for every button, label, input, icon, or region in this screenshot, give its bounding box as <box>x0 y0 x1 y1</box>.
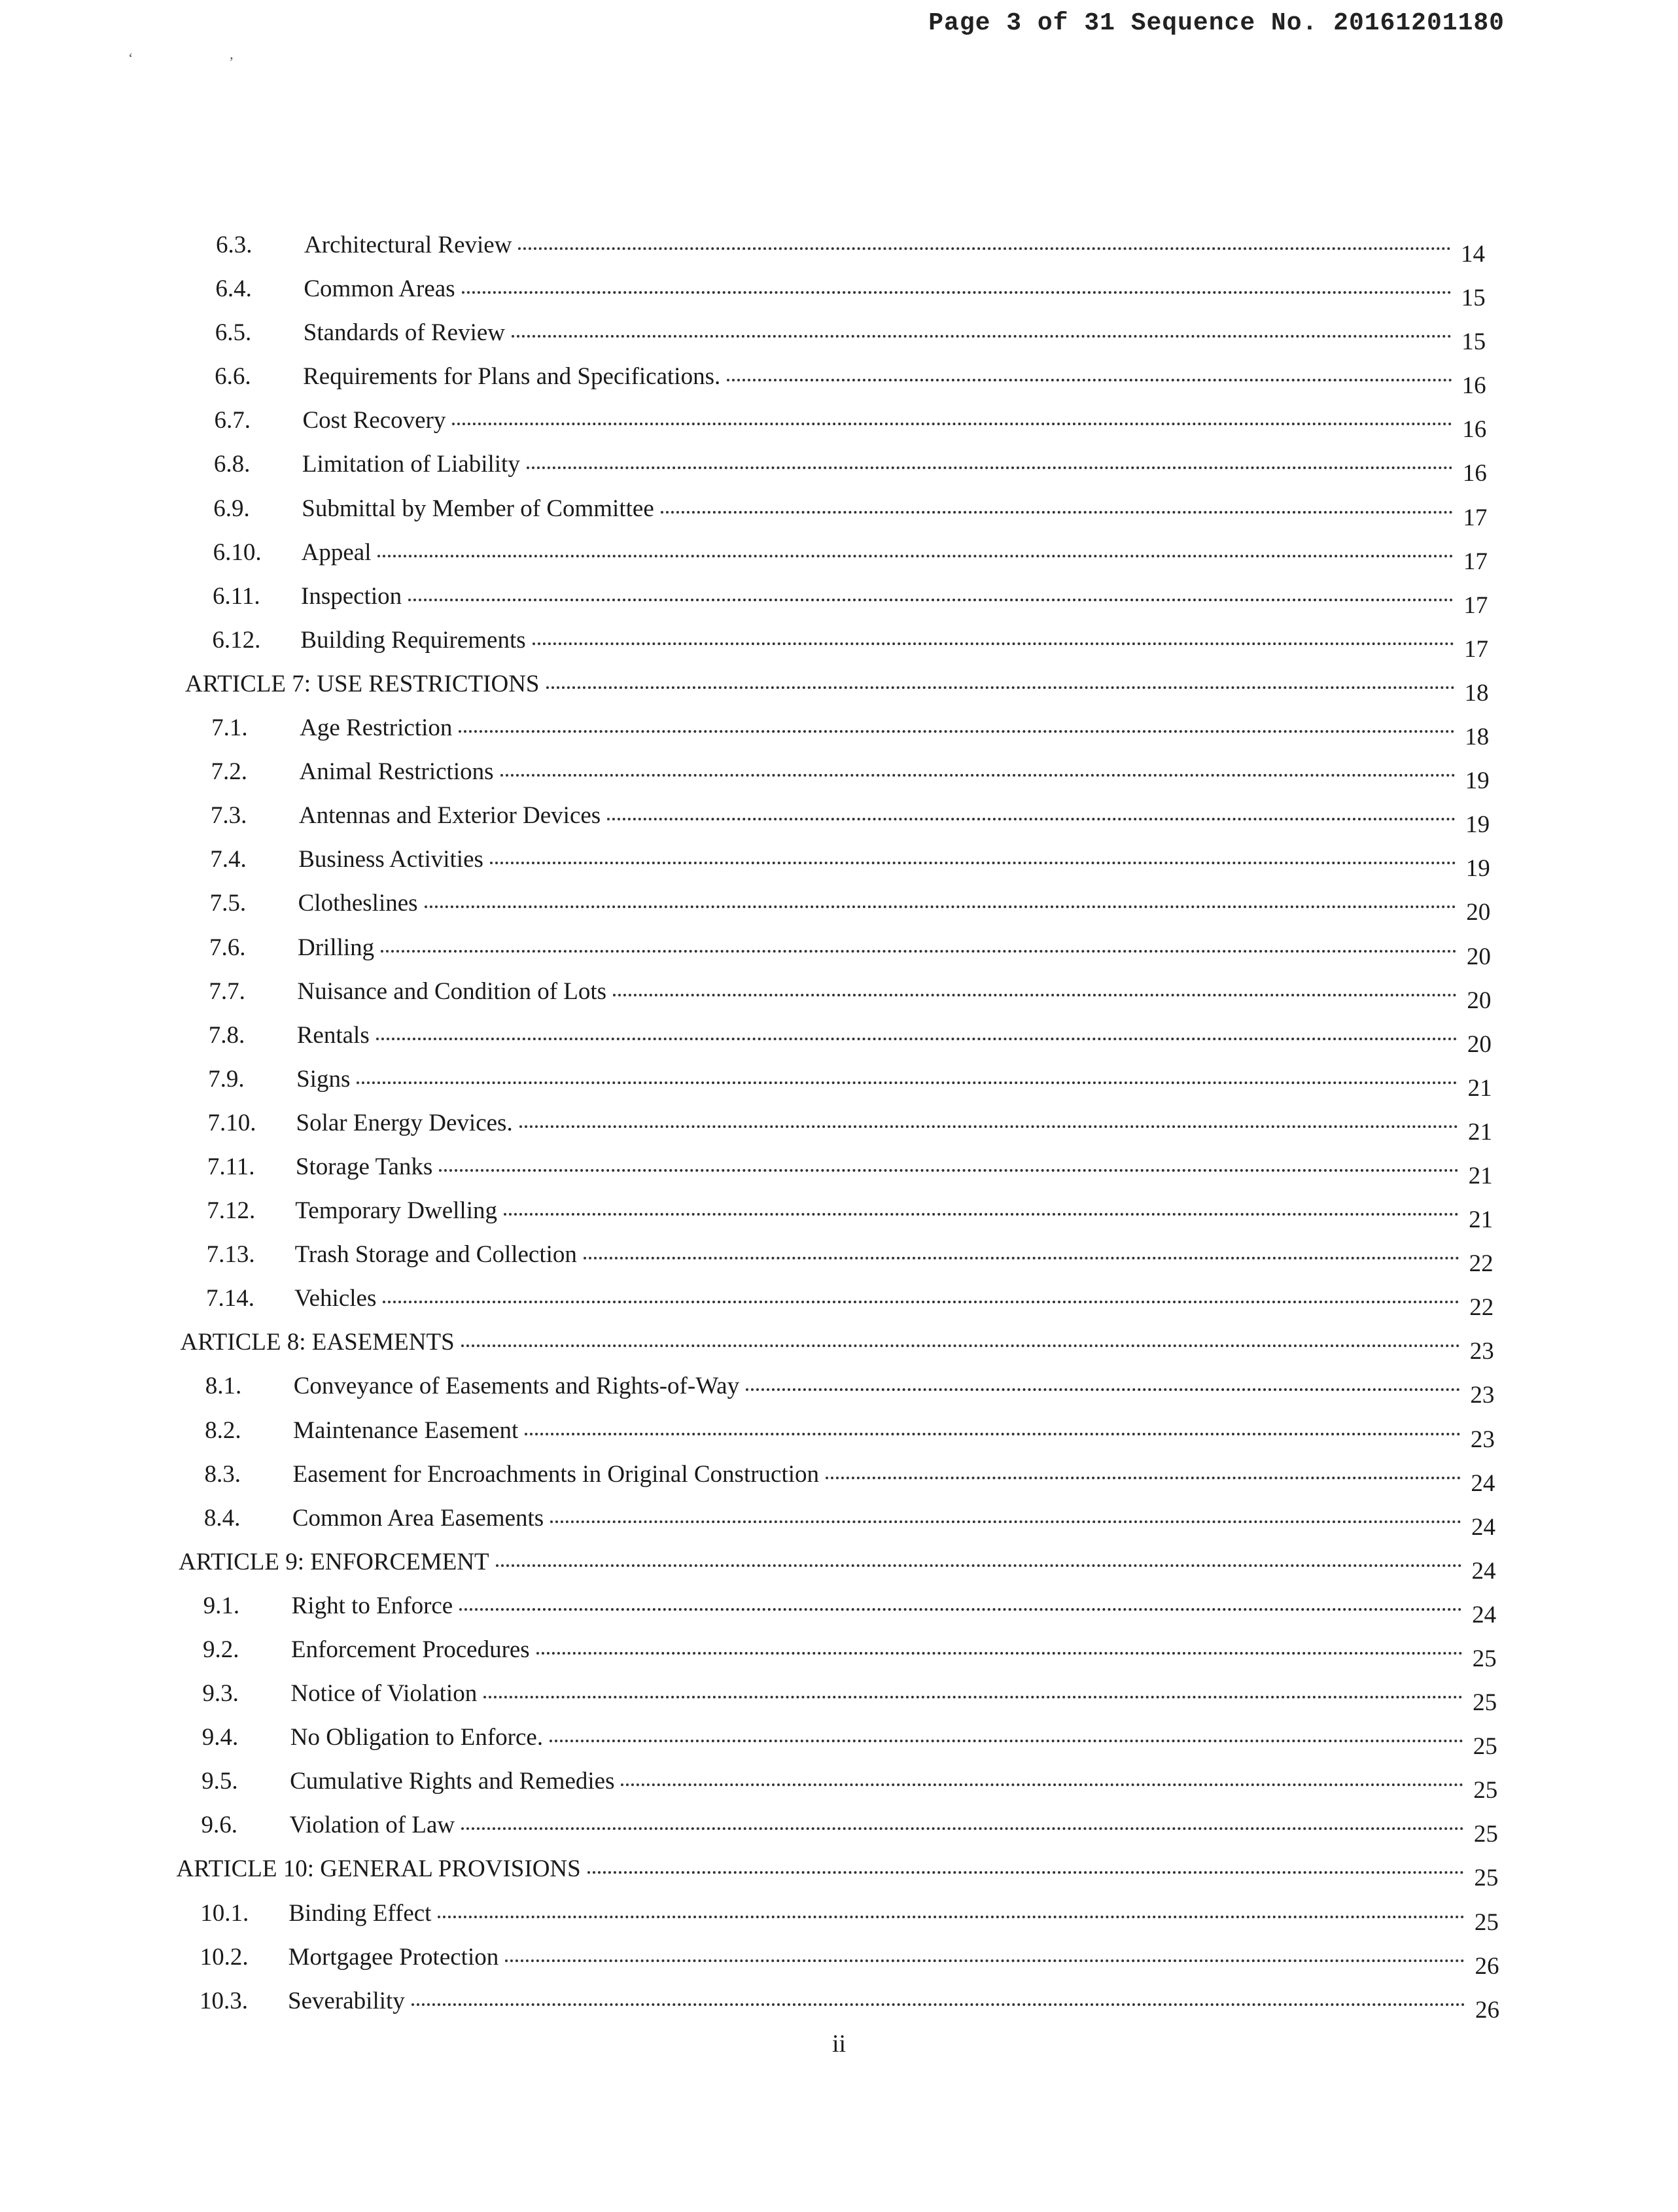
toc-page-number: 24 <box>1471 1469 1495 1497</box>
toc-section-number: 7.9. <box>208 1065 245 1093</box>
toc-dot-leader <box>459 730 1455 733</box>
toc-section-number: 7.12. <box>207 1197 256 1225</box>
toc-section-number: 8.1. <box>205 1373 242 1400</box>
toc-dot-leader <box>504 1213 1459 1216</box>
toc-section-title: Limitation of Liability <box>302 451 520 478</box>
toc-section-number: 10.1. <box>200 1899 249 1927</box>
toc-section-row <box>0 1237 1678 1281</box>
toc-page-number: 16 <box>1461 372 1486 400</box>
toc-section-title: Rentals <box>296 1021 370 1049</box>
toc-dot-leader <box>536 1652 1463 1655</box>
toc-page-number: 18 <box>1464 679 1489 707</box>
toc-section-row <box>0 886 1678 930</box>
toc-section-number: 7.13. <box>206 1241 255 1269</box>
toc-dot-leader <box>462 291 1452 294</box>
toc-section-number: 6.9. <box>213 495 250 522</box>
toc-section-title: Animal Restrictions <box>299 758 494 786</box>
toc-dot-leader <box>461 1344 1460 1347</box>
toc-page-number: 23 <box>1470 1382 1495 1409</box>
toc-section-number: 6.5. <box>215 319 252 347</box>
toc-section-title: Age Restriction <box>300 714 453 742</box>
toc-section-row <box>0 272 1678 315</box>
toc-section-row <box>0 711 1678 754</box>
toc-page-number: 20 <box>1467 987 1492 1014</box>
toc-section-title: Submittal by Member of Committee <box>302 495 654 522</box>
toc-section-row <box>0 1106 1678 1150</box>
toc-dot-leader <box>496 1564 1462 1567</box>
toc-section-row <box>0 315 1678 359</box>
toc-section-row <box>0 228 1678 272</box>
toc-section-row <box>0 1062 1678 1106</box>
toc-section-row <box>0 974 1678 1018</box>
toc-section-number: 9.6. <box>201 1812 237 1839</box>
toc-dot-leader <box>525 1433 1461 1435</box>
toc-page-number: 21 <box>1469 1206 1494 1234</box>
toc-section-row <box>0 1589 1678 1632</box>
toc-page-number: 21 <box>1468 1162 1493 1189</box>
toc-section-number: 6.6. <box>215 363 251 391</box>
toc-dot-leader <box>607 818 1456 820</box>
toc-section-title: Vehicles <box>294 1285 377 1312</box>
toc-page-number: 23 <box>1469 1338 1494 1365</box>
toc-section-title: Antennas and Exterior Devices <box>298 802 601 830</box>
toc-section-number: 9.5. <box>201 1768 238 1795</box>
toc-article-row <box>0 667 1678 711</box>
toc-section-row <box>0 1193 1678 1237</box>
toc-page-number: 26 <box>1475 1996 1499 2024</box>
toc-section-number: 6.10. <box>213 538 262 566</box>
toc-section-title: Requirements for Plans and Specifications. <box>303 363 721 391</box>
toc-page-number: 25 <box>1473 1777 1498 1804</box>
page-number-footer: ii <box>831 2030 847 2058</box>
toc-section-title: Clotheslines <box>298 890 418 917</box>
toc-section-title: Binding Effect <box>288 1899 432 1927</box>
toc-dot-leader <box>826 1477 1461 1479</box>
toc-page-number: 22 <box>1469 1294 1494 1322</box>
toc-section-title: Right to Enforce <box>291 1592 453 1619</box>
toc-dot-leader <box>408 599 1454 601</box>
toc-dot-leader <box>452 423 1452 425</box>
toc-section-number: 7.6. <box>209 934 246 961</box>
toc-dot-leader <box>459 1608 1462 1611</box>
toc-dot-leader <box>461 1827 1464 1830</box>
toc-section-number: 7.3. <box>210 802 247 830</box>
toc-dot-leader <box>411 2003 1465 2006</box>
toc-page-number: 21 <box>1467 1074 1492 1102</box>
toc-section-number: 7.5. <box>209 890 247 917</box>
toc-section-number: 7.11. <box>207 1153 255 1180</box>
toc-section-number: 9.1. <box>203 1592 240 1619</box>
toc-dot-leader <box>425 905 1457 908</box>
toc-section-row <box>0 447 1678 491</box>
toc-section-number: 9.2. <box>203 1636 239 1663</box>
toc-section-number: 7.14. <box>206 1285 254 1312</box>
toc-section-row <box>0 1808 1678 1852</box>
toc-article-row <box>0 1852 1678 1895</box>
toc-section-title: Appeal <box>301 538 372 566</box>
scan-mark-left: ‘ <box>128 50 133 66</box>
toc-section-row <box>0 842 1678 886</box>
toc-section-row <box>0 1896 1678 1940</box>
toc-section-title: Common Area Easements <box>292 1504 544 1532</box>
toc-page-number: 17 <box>1463 591 1488 619</box>
toc-dot-leader <box>519 1125 1458 1128</box>
toc-page-number: 16 <box>1462 416 1487 444</box>
toc-page-number: 22 <box>1469 1250 1494 1278</box>
toc-page-number: 17 <box>1463 504 1488 531</box>
toc-dot-leader <box>527 466 1453 469</box>
toc-section-number: 6.7. <box>214 407 251 434</box>
toc-dot-leader <box>727 379 1452 381</box>
toc-page-number: 25 <box>1473 1821 1498 1848</box>
toc-section-number: 6.11. <box>213 582 260 610</box>
toc-section-row <box>0 623 1678 667</box>
toc-section-number: 10.3. <box>200 1987 248 2014</box>
toc-section-title: Trash Storage and Collection <box>294 1241 577 1269</box>
toc-section-title: Solar Energy Devices. <box>296 1109 513 1136</box>
toc-section-row <box>0 1413 1678 1457</box>
toc-section-title: Drilling <box>298 934 375 961</box>
toc-dot-leader <box>376 1038 1458 1040</box>
toc-dot-leader <box>377 555 1453 557</box>
toc-section-number: 7.4. <box>210 846 247 873</box>
toc-section-number: 7.2. <box>211 758 247 786</box>
toc-section-title: No Obligation to Enforce. <box>290 1724 544 1751</box>
toc-section-row <box>0 1676 1678 1720</box>
toc-section-row <box>0 1281 1678 1325</box>
toc-page-number: 18 <box>1465 724 1490 751</box>
toc-dot-leader <box>357 1081 1458 1084</box>
toc-page-number: 19 <box>1465 855 1490 883</box>
toc-dot-leader <box>584 1257 1460 1259</box>
toc-article-row <box>0 1325 1678 1369</box>
toc-section-number: 8.4. <box>203 1504 241 1532</box>
toc-page-number: 25 <box>1474 1865 1499 1892</box>
toc-section-title: Easement for Encroachments in Original Construction <box>292 1460 820 1488</box>
toc-dot-leader <box>587 1871 1465 1874</box>
toc-dot-leader <box>490 862 1456 864</box>
toc-dot-leader <box>500 774 1456 777</box>
toc-section-row <box>0 403 1678 447</box>
toc-section-number: 6.8. <box>213 451 251 478</box>
toc-section-row <box>0 359 1678 403</box>
toc-section-row <box>0 1501 1678 1545</box>
scan-mark-right: ’ <box>229 54 234 70</box>
toc-dot-leader <box>439 1169 1458 1172</box>
toc-section-title: Building Requirements <box>300 626 526 654</box>
toc-section-number: 7.8. <box>208 1021 245 1049</box>
toc-page-number: 15 <box>1461 328 1486 356</box>
toc-section-row <box>0 491 1678 535</box>
toc-section-row <box>0 1984 1678 2028</box>
toc-section-title: Temporary Dwelling <box>295 1197 497 1225</box>
toc-section-row <box>0 798 1678 842</box>
toc-section-row <box>0 1940 1678 1984</box>
toc-dot-leader <box>438 1916 1464 1918</box>
toc-page-number: 19 <box>1465 811 1490 839</box>
toc-page-number: 24 <box>1472 1601 1497 1628</box>
toc-section-number: 7.1. <box>211 714 248 742</box>
toc-section-title: Violation of Law <box>289 1812 455 1839</box>
toc-section-row <box>0 1018 1678 1062</box>
toc-section-title: Architectural Review <box>304 232 512 258</box>
toc-page-number: 19 <box>1465 767 1490 795</box>
toc-section-row <box>0 1150 1678 1193</box>
toc-page-number: 25 <box>1474 1908 1499 1936</box>
toc-dot-leader <box>483 1696 1463 1698</box>
toc-section-number: 7.7. <box>209 977 245 1005</box>
toc-dot-leader <box>613 994 1457 996</box>
toc-page-number: 24 <box>1471 1557 1496 1585</box>
toc-page-number: 17 <box>1463 635 1488 663</box>
toc-dot-leader <box>546 686 1455 689</box>
toc-page-number: 15 <box>1461 285 1486 312</box>
toc-page-number: 23 <box>1470 1426 1495 1453</box>
toc-section-title: Storage Tanks <box>295 1153 433 1180</box>
page-sequence-stamp: Page 3 of 31 Sequence No. 20161201180 <box>928 9 1505 37</box>
toc-section-row <box>0 1369 1678 1413</box>
table-of-contents <box>0 228 1678 2028</box>
toc-section-number: 8.2. <box>205 1416 241 1444</box>
toc-section-number: 10.2. <box>200 1943 249 1971</box>
toc-dot-leader <box>533 642 1454 645</box>
toc-dot-leader <box>512 335 1452 338</box>
toc-page-number: 21 <box>1468 1118 1492 1146</box>
toc-page-number: 17 <box>1463 548 1488 575</box>
toc-section-number: 6.12. <box>212 626 261 654</box>
toc-section-row <box>0 1632 1678 1676</box>
toc-section-number: 6.4. <box>215 275 252 303</box>
toc-page-number: 25 <box>1473 1733 1497 1761</box>
toc-article-title: ARTICLE 8: EASEMENTS <box>180 1329 455 1356</box>
toc-section-title: Inspection <box>301 582 402 610</box>
toc-section-row <box>0 754 1678 798</box>
toc-dot-leader <box>621 1783 1463 1786</box>
toc-section-row <box>0 1720 1678 1764</box>
toc-dot-leader <box>661 511 1454 514</box>
toc-section-title: Nuisance and Condition of Lots <box>297 977 607 1005</box>
toc-section-title: Conveyance of Easements and Rights-of-Way <box>293 1373 740 1400</box>
toc-section-title: Common Areas <box>304 275 455 303</box>
toc-article-title: ARTICLE 7: USE RESTRICTIONS <box>185 670 540 697</box>
toc-page-number: 25 <box>1472 1645 1497 1672</box>
toc-section-title: Severability <box>288 1987 405 2014</box>
toc-section-number: 9.4. <box>201 1724 239 1751</box>
toc-section-title: Maintenance Easement <box>293 1416 519 1444</box>
toc-section-title: Signs <box>296 1065 351 1093</box>
toc-page-number: 20 <box>1467 1030 1492 1058</box>
toc-page-number: 16 <box>1462 460 1487 487</box>
toc-page-number: 20 <box>1466 899 1491 926</box>
toc-section-title: Cost Recovery <box>302 407 446 434</box>
toc-article-title: ARTICLE 10: GENERAL PROVISIONS <box>176 1855 581 1883</box>
toc-section-row <box>0 930 1678 974</box>
toc-page-number: 26 <box>1475 1952 1499 1980</box>
toc-article-row <box>0 1545 1678 1589</box>
toc-section-title: Business Activities <box>298 846 483 873</box>
toc-section-title: Standards of Review <box>303 319 506 347</box>
toc-section-title: Enforcement Procedures <box>291 1636 530 1663</box>
toc-dot-leader <box>505 1959 1465 1962</box>
toc-section-row <box>0 1457 1678 1501</box>
toc-section-row <box>0 1764 1678 1808</box>
toc-section-title: Cumulative Rights and Remedies <box>290 1768 615 1795</box>
toc-dot-leader <box>746 1388 1460 1391</box>
toc-dot-leader <box>550 1520 1461 1523</box>
toc-section-row <box>0 535 1678 579</box>
toc-page-number: 25 <box>1473 1689 1497 1717</box>
toc-section-number: 8.3. <box>204 1460 241 1488</box>
toc-section-title: Mortgagee Protection <box>288 1943 499 1971</box>
toc-section-number: 9.3. <box>202 1680 239 1708</box>
toc-dot-leader <box>383 1301 1460 1303</box>
toc-page-number: 14 <box>1461 241 1485 268</box>
toc-section-row <box>0 579 1678 623</box>
toc-dot-leader <box>518 247 1451 250</box>
toc-dot-leader <box>381 950 1457 953</box>
toc-page-number: 20 <box>1466 943 1491 970</box>
toc-section-number: 7.10. <box>207 1109 256 1136</box>
toc-page-number: 24 <box>1471 1513 1495 1541</box>
toc-dot-leader <box>550 1740 1463 1742</box>
toc-article-title: ARTICLE 9: ENFORCEMENT <box>179 1548 489 1575</box>
toc-section-title: Notice of Violation <box>290 1680 478 1708</box>
toc-section-number: 6.3. <box>216 232 253 258</box>
